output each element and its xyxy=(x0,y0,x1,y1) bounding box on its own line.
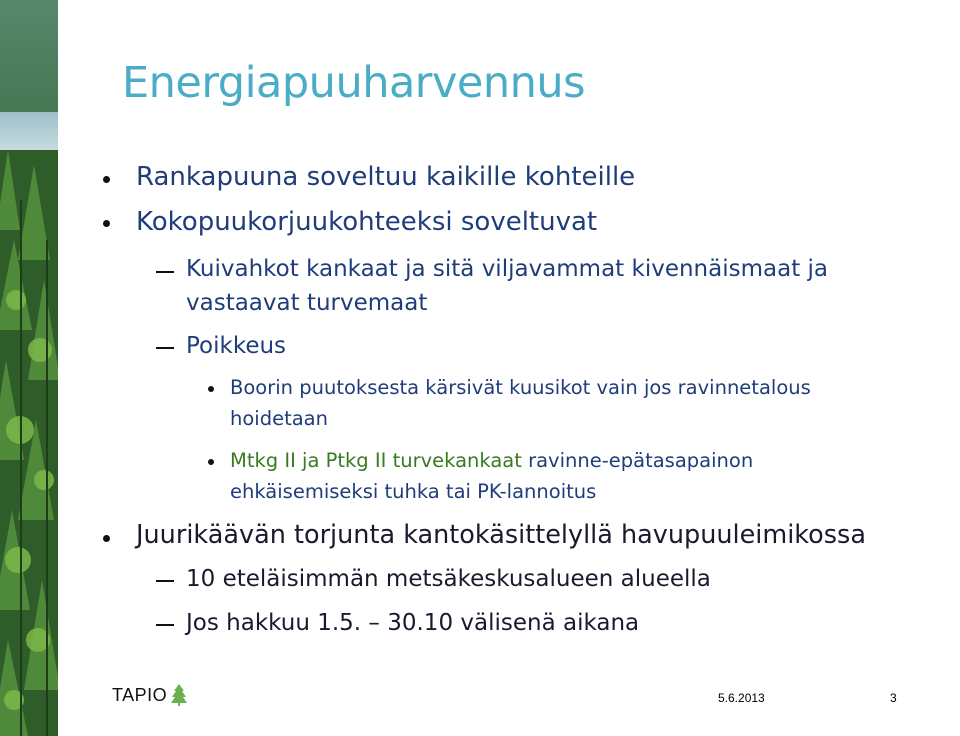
sub-bullet-jos-hakkuu: Jos hakkuu 1.5. – 30.10 välisenä aikana xyxy=(186,610,640,636)
tapio-logo xyxy=(112,684,187,706)
sub-sub-bullet-boorin-cont: hoidetaan xyxy=(230,407,328,430)
page-number: 3 xyxy=(890,691,897,705)
sub-bullet-poikkeus: Poikkeus xyxy=(186,333,287,359)
sub-sub-bullet-mtkg xyxy=(230,449,753,472)
sub-bullet-kuivahkot: Kuivahkot kankaat ja sitä viljavammat kivennäismaat ja xyxy=(186,256,829,282)
mtkg-rest: ravinne-epätasapainon xyxy=(521,449,754,472)
dash-marker xyxy=(156,271,174,273)
tapio-logo-text: TAPIO xyxy=(112,685,168,705)
sub-sub-bullet-mtkg-cont: ehkäisemiseksi tuhka tai PK-lannoitus xyxy=(230,480,597,503)
sub-bullet-kuivahkot-cont: vastaavat turvemaat xyxy=(186,290,428,316)
bullet-b2: Kokopuukorjuukohteeksi soveltuvat xyxy=(136,207,598,237)
slide-title: Energiapuuharvennus xyxy=(122,58,586,108)
bullet-b3: Juurikäävän torjunta kantokäsittelyllä havupuuleimikossa xyxy=(136,520,866,550)
sub-bullet-10-eteläisimmän: 10 eteläisimmän metsäkeskusalueen alueella xyxy=(186,566,711,592)
bullet-marker xyxy=(208,459,214,465)
bullet-marker xyxy=(208,386,214,392)
forest-lake-image xyxy=(0,0,58,736)
bullet-marker xyxy=(103,535,110,542)
spruce-tree-icon xyxy=(171,684,187,706)
mtkg-highlight: Mtkg II ja Ptkg II turvekankaat xyxy=(230,449,522,472)
bullet-marker xyxy=(103,220,110,227)
footer-date: 5.6.2013 xyxy=(718,691,765,705)
dash-marker xyxy=(156,624,174,626)
dash-marker xyxy=(156,347,174,349)
sub-sub-bullet-boorin: Boorin puutoksesta kärsivät kuusikot vain jos ravinnetalous xyxy=(230,376,811,399)
bullet-b1: Rankapuuna soveltuu kaikille kohteille xyxy=(136,162,636,192)
dash-marker xyxy=(156,580,174,582)
bullet-marker xyxy=(103,176,110,183)
